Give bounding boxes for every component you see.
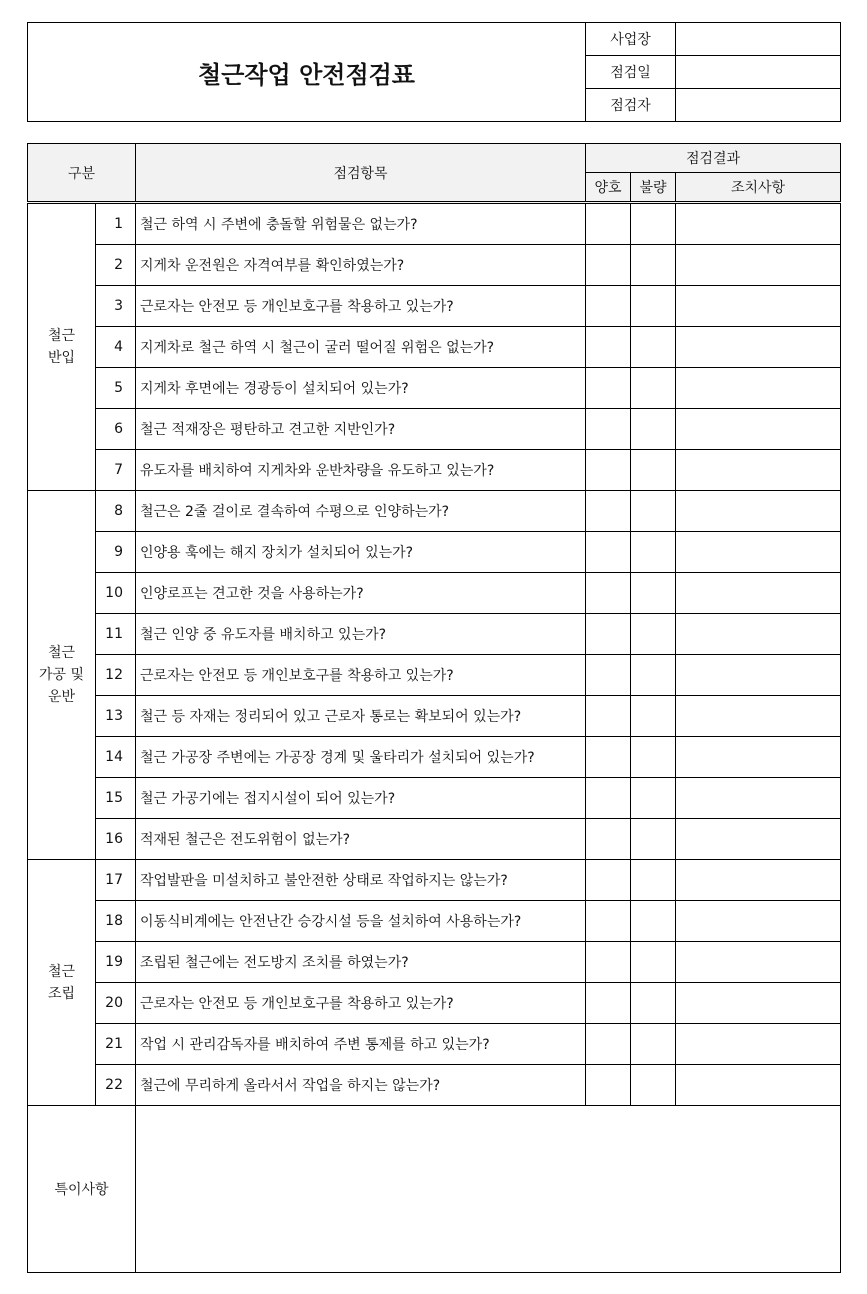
item-number: 14 bbox=[96, 737, 136, 778]
bad-check-cell[interactable] bbox=[631, 860, 676, 901]
action-cell[interactable] bbox=[676, 286, 841, 327]
table-row bbox=[28, 655, 841, 696]
bad-check-cell[interactable] bbox=[631, 203, 676, 245]
item-number: 21 bbox=[96, 1024, 136, 1065]
action-cell[interactable] bbox=[676, 409, 841, 450]
good-check-cell[interactable] bbox=[586, 491, 631, 532]
good-check-cell[interactable] bbox=[586, 901, 631, 942]
header-table bbox=[27, 22, 841, 122]
item-text: 근로자는 안전모 등 개인보호구를 착용하고 있는가? bbox=[136, 655, 586, 696]
item-text: 지게차로 철근 하역 시 철근이 굴러 떨어질 위험은 없는가? bbox=[136, 327, 586, 368]
good-check-cell[interactable] bbox=[586, 368, 631, 409]
good-check-cell[interactable] bbox=[586, 327, 631, 368]
category-label: 철근 조립 bbox=[47, 963, 76, 1002]
category-header: 구분 bbox=[28, 144, 136, 203]
site-field[interactable] bbox=[676, 23, 841, 56]
item-number: 13 bbox=[96, 696, 136, 737]
category-label: 철근 가공 및 운반 bbox=[38, 645, 85, 705]
action-cell[interactable] bbox=[676, 1024, 841, 1065]
table-row bbox=[28, 901, 841, 942]
item-text: 철근은 2줄 걸이로 결속하여 수평으로 인양하는가? bbox=[136, 491, 586, 532]
bad-check-cell[interactable] bbox=[631, 327, 676, 368]
good-check-cell[interactable] bbox=[586, 614, 631, 655]
table-row bbox=[28, 491, 841, 532]
bad-check-cell[interactable] bbox=[631, 491, 676, 532]
item-number: 11 bbox=[96, 614, 136, 655]
item-text: 철근에 무리하게 올라서서 작업을 하지는 않는가? bbox=[136, 1065, 586, 1106]
action-header: 조치사항 bbox=[676, 173, 841, 203]
table-row bbox=[28, 450, 841, 491]
item-number: 1 bbox=[96, 203, 136, 245]
item-text: 작업 시 관리감독자를 배치하여 주변 통제를 하고 있는가? bbox=[136, 1024, 586, 1065]
bad-check-cell[interactable] bbox=[631, 1065, 676, 1106]
bad-check-cell[interactable] bbox=[631, 942, 676, 983]
item-number: 19 bbox=[96, 942, 136, 983]
table-row bbox=[28, 737, 841, 778]
category-label: 철근 반입 bbox=[47, 328, 76, 366]
table-row bbox=[28, 368, 841, 409]
action-cell[interactable] bbox=[676, 245, 841, 286]
result-header: 점검결과 bbox=[586, 144, 841, 173]
table-row bbox=[28, 286, 841, 327]
inspector-label: 점검자 bbox=[586, 89, 676, 122]
item-number: 6 bbox=[96, 409, 136, 450]
action-cell[interactable] bbox=[676, 696, 841, 737]
item-text: 지게차 운전원은 자격여부를 확인하였는가? bbox=[136, 245, 586, 286]
item-text: 유도자를 배치하여 지게차와 운반차량을 유도하고 있는가? bbox=[136, 450, 586, 491]
item-number: 16 bbox=[96, 819, 136, 860]
action-cell[interactable] bbox=[676, 737, 841, 778]
action-cell[interactable] bbox=[676, 983, 841, 1024]
table-row bbox=[28, 245, 841, 286]
table-row bbox=[28, 327, 841, 368]
action-cell[interactable] bbox=[676, 614, 841, 655]
item-number: 15 bbox=[96, 778, 136, 819]
action-cell[interactable] bbox=[676, 778, 841, 819]
page-title: 철근작업 안전점검표 bbox=[28, 23, 586, 122]
item-text: 근로자는 안전모 등 개인보호구를 착용하고 있는가? bbox=[136, 286, 586, 327]
item-number: 9 bbox=[96, 532, 136, 573]
remarks-label: 특이사항 bbox=[28, 1106, 136, 1273]
good-check-cell[interactable] bbox=[586, 655, 631, 696]
item-text: 조립된 철근에는 전도방지 조치를 하였는가? bbox=[136, 942, 586, 983]
good-check-cell[interactable] bbox=[586, 409, 631, 450]
action-cell[interactable] bbox=[676, 203, 841, 245]
bad-check-cell[interactable] bbox=[631, 655, 676, 696]
table-row bbox=[28, 696, 841, 737]
item-number: 20 bbox=[96, 983, 136, 1024]
action-cell[interactable] bbox=[676, 368, 841, 409]
item-text: 인양용 훅에는 해지 장치가 설치되어 있는가? bbox=[136, 532, 586, 573]
table-row bbox=[28, 1024, 841, 1065]
good-check-cell[interactable] bbox=[586, 696, 631, 737]
table-row bbox=[28, 942, 841, 983]
item-number: 4 bbox=[96, 327, 136, 368]
item-number: 17 bbox=[96, 860, 136, 901]
table-row bbox=[28, 778, 841, 819]
good-check-cell[interactable] bbox=[586, 450, 631, 491]
item-text: 적재된 철근은 전도위험이 없는가? bbox=[136, 819, 586, 860]
action-cell[interactable] bbox=[676, 819, 841, 860]
good-check-cell[interactable] bbox=[586, 778, 631, 819]
category-cell bbox=[28, 860, 96, 1106]
item-number: 22 bbox=[96, 1065, 136, 1106]
bad-check-cell[interactable] bbox=[631, 614, 676, 655]
remarks-field[interactable] bbox=[136, 1106, 841, 1273]
good-check-cell[interactable] bbox=[586, 1024, 631, 1065]
good-check-cell[interactable] bbox=[586, 286, 631, 327]
table-row bbox=[28, 532, 841, 573]
bad-check-cell[interactable] bbox=[631, 450, 676, 491]
table-row bbox=[28, 614, 841, 655]
bad-check-cell[interactable] bbox=[631, 286, 676, 327]
item-number: 2 bbox=[96, 245, 136, 286]
bad-check-cell[interactable] bbox=[631, 778, 676, 819]
item-number: 7 bbox=[96, 450, 136, 491]
site-label: 사업장 bbox=[586, 23, 676, 56]
table-row bbox=[28, 983, 841, 1024]
action-cell[interactable] bbox=[676, 532, 841, 573]
action-cell[interactable] bbox=[676, 860, 841, 901]
item-text: 철근 가공기에는 접지시설이 되어 있는가? bbox=[136, 778, 586, 819]
item-text: 철근 인양 중 유도자를 배치하고 있는가? bbox=[136, 614, 586, 655]
category-cell bbox=[28, 491, 96, 860]
good-check-cell[interactable] bbox=[586, 819, 631, 860]
good-header: 양호 bbox=[586, 173, 631, 203]
item-number: 3 bbox=[96, 286, 136, 327]
good-check-cell[interactable] bbox=[586, 942, 631, 983]
action-cell[interactable] bbox=[676, 942, 841, 983]
good-check-cell[interactable] bbox=[586, 573, 631, 614]
item-text: 지게차 후면에는 경광등이 설치되어 있는가? bbox=[136, 368, 586, 409]
action-cell[interactable] bbox=[676, 327, 841, 368]
item-text: 이동식비계에는 안전난간 승강시설 등을 설치하여 사용하는가? bbox=[136, 901, 586, 942]
action-cell[interactable] bbox=[676, 450, 841, 491]
bad-check-cell[interactable] bbox=[631, 368, 676, 409]
good-check-cell[interactable] bbox=[586, 860, 631, 901]
action-cell[interactable] bbox=[676, 491, 841, 532]
bad-check-cell[interactable] bbox=[631, 819, 676, 860]
item-number: 10 bbox=[96, 573, 136, 614]
item-text: 근로자는 안전모 등 개인보호구를 착용하고 있는가? bbox=[136, 983, 586, 1024]
bad-check-cell[interactable] bbox=[631, 245, 676, 286]
item-text: 철근 하역 시 주변에 충돌할 위험물은 없는가? bbox=[136, 203, 586, 245]
good-check-cell[interactable] bbox=[586, 983, 631, 1024]
bad-check-cell[interactable] bbox=[631, 532, 676, 573]
item-header: 점검항목 bbox=[136, 144, 586, 203]
item-number: 8 bbox=[96, 491, 136, 532]
good-check-cell[interactable] bbox=[586, 532, 631, 573]
action-cell[interactable] bbox=[676, 655, 841, 696]
bad-header: 불량 bbox=[631, 173, 676, 203]
bad-check-cell[interactable] bbox=[631, 696, 676, 737]
good-check-cell[interactable] bbox=[586, 737, 631, 778]
action-cell[interactable] bbox=[676, 573, 841, 614]
bad-check-cell[interactable] bbox=[631, 1024, 676, 1065]
good-check-cell[interactable] bbox=[586, 245, 631, 286]
table-row bbox=[28, 860, 841, 901]
good-check-cell[interactable] bbox=[586, 1065, 631, 1106]
item-number: 18 bbox=[96, 901, 136, 942]
table-row bbox=[28, 573, 841, 614]
date-field[interactable] bbox=[676, 56, 841, 89]
bad-check-cell[interactable] bbox=[631, 983, 676, 1024]
item-number: 12 bbox=[96, 655, 136, 696]
checklist-table bbox=[27, 143, 841, 1273]
category-cell bbox=[28, 203, 96, 491]
item-text: 철근 적재장은 평탄하고 견고한 지반인가? bbox=[136, 409, 586, 450]
date-label: 점검일 bbox=[586, 56, 676, 89]
item-text: 철근 등 자재는 정리되어 있고 근로자 통로는 확보되어 있는가? bbox=[136, 696, 586, 737]
table-row bbox=[28, 1065, 841, 1106]
bad-check-cell[interactable] bbox=[631, 409, 676, 450]
bad-check-cell[interactable] bbox=[631, 573, 676, 614]
action-cell[interactable] bbox=[676, 1065, 841, 1106]
item-text: 인양로프는 견고한 것을 사용하는가? bbox=[136, 573, 586, 614]
table-row bbox=[28, 409, 841, 450]
bad-check-cell[interactable] bbox=[631, 737, 676, 778]
good-check-cell[interactable] bbox=[586, 203, 631, 245]
table-row bbox=[28, 203, 841, 245]
bad-check-cell[interactable] bbox=[631, 901, 676, 942]
inspector-field[interactable] bbox=[676, 89, 841, 122]
item-number: 5 bbox=[96, 368, 136, 409]
item-text: 철근 가공장 주변에는 가공장 경계 및 울타리가 설치되어 있는가? bbox=[136, 737, 586, 778]
item-text: 작업발판을 미설치하고 불안전한 상태로 작업하지는 않는가? bbox=[136, 860, 586, 901]
action-cell[interactable] bbox=[676, 901, 841, 942]
table-row bbox=[28, 819, 841, 860]
